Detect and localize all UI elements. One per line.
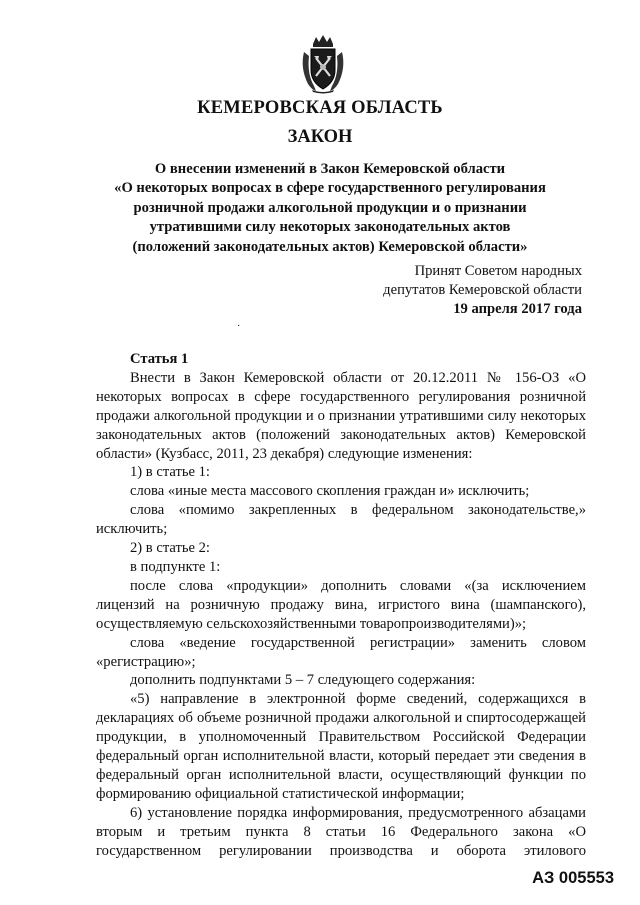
paragraph: слова «иные места массового скопления граждан и» исключить; — [130, 483, 530, 500]
scan-speck: · — [237, 321, 241, 332]
subject-line: О внесении изменений в Закон Кемеровской области — [154, 161, 506, 177]
adoption-line: Принят Советом народных — [414, 263, 582, 279]
coat-of-arms-icon — [300, 34, 346, 94]
paragraph: слова «ведение государственной регистрации» заменить словом «регистрацию»; — [96, 634, 586, 670]
subject-line: «О некоторых вопросах в сфере государственного регулирования — [114, 180, 546, 197]
article-heading: Статья 1 — [130, 351, 189, 367]
paragraph: дополнить подпунктами 5 – 7 следующего содержания: — [130, 672, 476, 689]
paragraph: Внести в Закон Кемеровской области от 20.12.2011 № 156-ОЗ «О некоторых вопросах в сфере государственного регулирования розничной продажи алкогольной продукции и о признании утратившими силу некоторых законодательных актов (положений законодательных актов) Кемеровской области» (Кузбасс, 2011, 23 декабря) следующие изменения: — [96, 369, 586, 462]
paragraph: слова «помимо закрепленных в федеральном законодательстве,» исключить; — [96, 502, 586, 538]
document-type: ЗАКОН — [287, 127, 353, 147]
paragraph: после слова «продукции» дополнить словами «(за исключением лицензий на розничную продажу вина, игристого вина (шампанского), осуществляемую сельскохозяйственными товаропроизводителями)»; — [96, 577, 586, 632]
region-title: КЕМЕРОВСКАЯ ОБЛАСТЬ — [197, 98, 443, 118]
adoption-line: депутатов Кемеровской области — [383, 282, 582, 299]
form-serial-number: АЗ 005553 — [532, 869, 614, 887]
article-body — [96, 350, 586, 860]
subject-line: розничной продажи алкогольной продукции и о признании — [133, 199, 527, 216]
subject-line: утратившими силу некоторых законодательных актов — [149, 219, 511, 236]
paragraph: 1) в статье 1: — [130, 464, 210, 481]
law-subject — [110, 160, 550, 257]
adoption-note — [383, 262, 582, 320]
paragraph: в подпункте 1: — [130, 558, 221, 575]
paragraph: «5) направление в электронной форме сведений, содержащихся в декларациях об объеме розничной продажи алкогольной и спиртосодержащей продукции, в уполномоченный Правительством Российской Федерации федеральный орган исполнительной власти, который передает эти сведения в федеральный орган исполнительной власти, осуществляющий функции по формированию официальной статистической информации; — [96, 691, 586, 802]
adoption-date: 19 апреля 2017 года — [453, 301, 582, 318]
paragraph: 2) в статье 2: — [130, 540, 210, 557]
paragraph: 6) установление порядка информирования, предусмотренного абзацами вторым и третьим пункта 8 статьи 16 Федерального закона «О государственном регулировании производства и оборота этилового — [96, 804, 586, 859]
subject-line: (положений законодательных актов) Кемеровской области» — [132, 238, 528, 255]
